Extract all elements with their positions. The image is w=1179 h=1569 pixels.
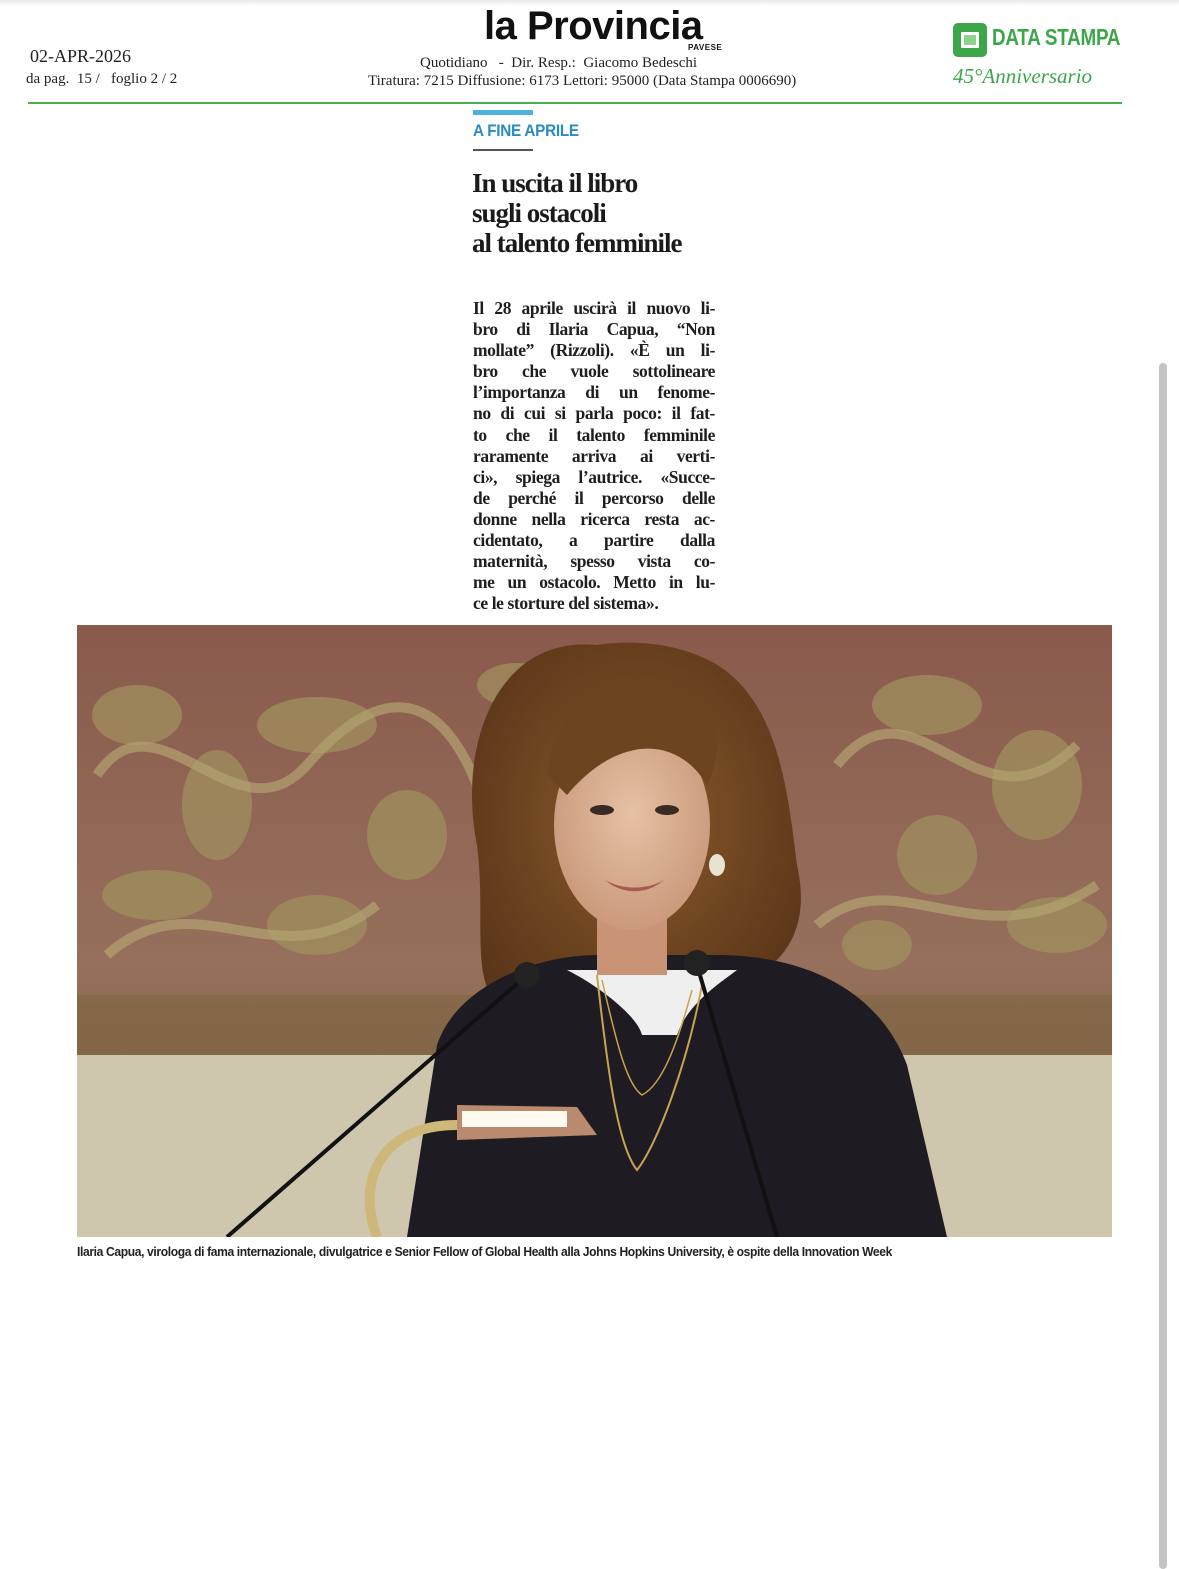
body-line: de perché il percorso delle [473, 487, 715, 508]
header-divider [28, 102, 1122, 104]
masthead-subtitle: PAVESE [688, 43, 723, 52]
article-title [472, 168, 732, 258]
body-line: ce le storture del sistema». [473, 593, 659, 614]
body-line: donne nella ricerca resta ac- [473, 508, 715, 529]
newspaper-masthead: la Provincia [484, 4, 703, 48]
body-line: raramente arriva ai verti- [473, 445, 715, 466]
title-line: sugli ostacoli [472, 198, 606, 228]
editor-line: Quotidiano - Dir. Resp.: Giacomo Bedeschi [420, 55, 698, 71]
body-line: ci», spiega l’autrice. «Succe- [473, 466, 715, 487]
circulation-line: Tiratura: 7215 Diffusione: 6173 Lettori: 95000 (Data Stampa 0006690) [368, 73, 797, 89]
title-line: al talento femminile [472, 228, 682, 258]
body-line: bro che vuole sottolineare [473, 361, 715, 382]
body-line: cidentato, a partire dalla [473, 530, 715, 551]
body-line: bro di Ilaria Capua, “Non [473, 319, 715, 340]
data-stampa-logo-icon [953, 23, 987, 57]
photo-caption: Ilaria Capua, virologa di fama internazionale, divulgatrice e Senior Fellow of Global Health alla Johns Hopkins University, è ospite della Innovation Week [77, 1244, 892, 1259]
article-kicker: A FINE APRILE [473, 121, 579, 140]
body-line: mollate” (Rizzoli). «È un li- [473, 340, 715, 361]
publication-date: 02-APR-2026 [30, 46, 132, 66]
article-photo [77, 625, 1112, 1237]
body-line: Il 28 aprile uscirà il nuovo li- [473, 298, 715, 318]
article-body [473, 298, 715, 614]
body-line: me un ostacolo. Metto in lu- [473, 572, 715, 593]
body-line: maternità, spesso vista co- [473, 551, 715, 572]
kicker-accent-bar [473, 110, 533, 115]
brand-anniversary: 45°Anniversario [953, 64, 1093, 88]
brand-name: DATA STAMPA [992, 24, 1121, 50]
vertical-scrollbar[interactable] [1159, 363, 1167, 1569]
body-line: to che il talento femminile [473, 424, 715, 445]
page-reference: da pag. 15 / foglio 2 / 2 [26, 71, 178, 87]
body-line: no di cui si parla poco: il fat- [473, 403, 715, 424]
title-line: In uscita il libro [472, 168, 638, 198]
kicker-divider [473, 149, 533, 151]
body-line: l’importanza di un fenome- [473, 382, 715, 403]
